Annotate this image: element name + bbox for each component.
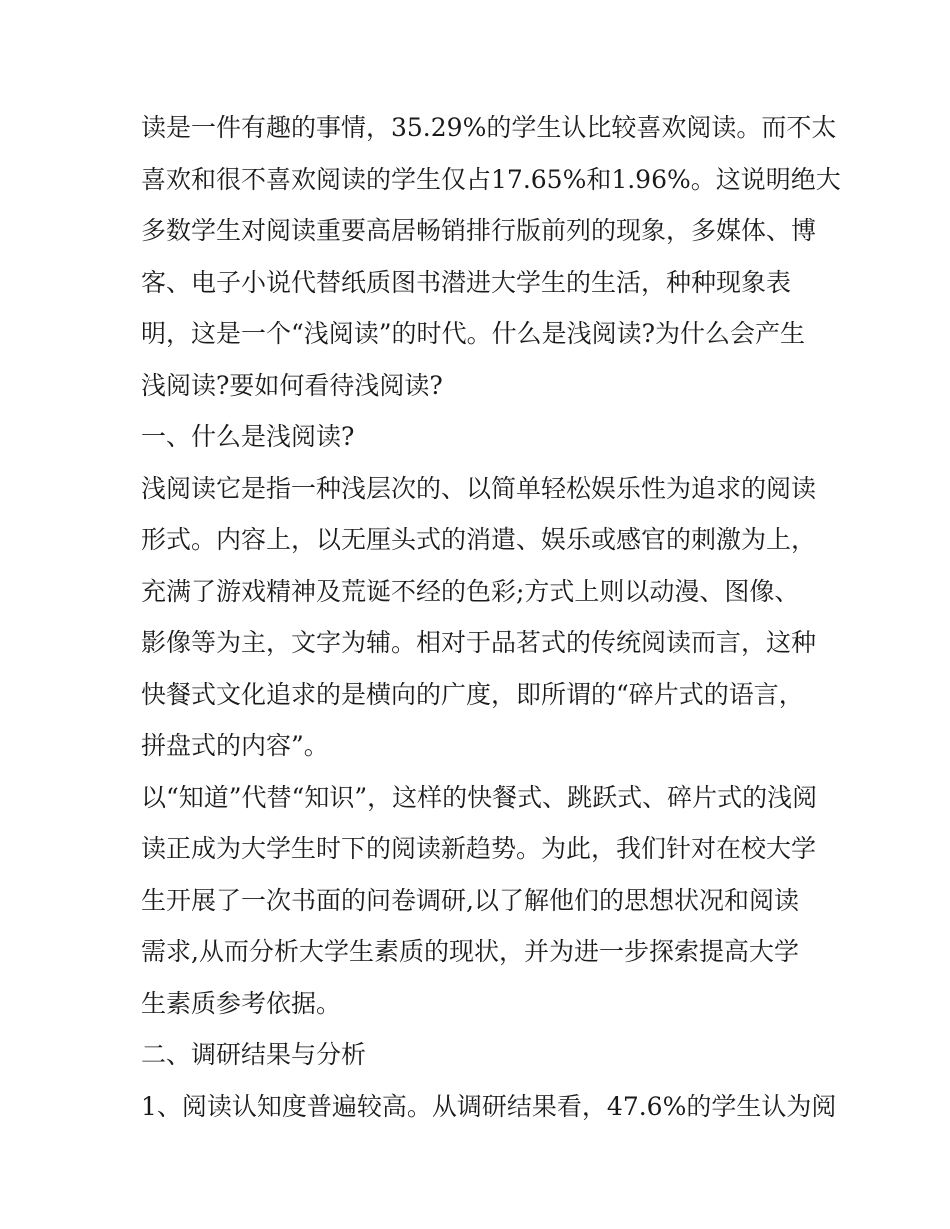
text-line: 影像等为主，文字为辅。相对于品茗式的传统阅读而言，这种 xyxy=(141,628,817,657)
section-heading-2: 二、调研结果与分析 xyxy=(141,1040,367,1069)
section-heading-1: 一、什么是浅阅读? xyxy=(141,422,355,451)
text-line: 喜欢和很不喜欢阅读的学生仅占17.65%和1.96%。这说明绝大 xyxy=(141,164,841,194)
text-line: 多数学生对阅读重要高居畅销排行版前列的现象，多媒体、博 xyxy=(141,216,817,245)
body-text xyxy=(141,102,841,1132)
text-line: 浅阅读?要如何看待浅阅读? xyxy=(141,370,443,400)
text-line: 快餐式文化追求的是横向的广度，即所谓的“碎片式的语言， xyxy=(141,679,804,709)
text-line: 生开展了一次书面的问卷调研,以了解他们的思想状况和阅读 xyxy=(141,885,799,915)
text-line: 形式。内容上，以无厘头式的消遣、娱乐或感官的刺激为上， xyxy=(141,525,817,554)
text-line: 拼盘式的内容”。 xyxy=(141,731,329,760)
text-line: 明，这是一个“浅阅读”的时代。什么是浅阅读?为什么会产生 xyxy=(141,319,805,348)
text-line: 读正成为大学生时下的阅读新趋势。为此，我们针对在校大学 xyxy=(141,834,817,863)
text-line: 读是一件有趣的事情，35.29%的学生认比较喜欢阅读。而不太 xyxy=(141,113,837,142)
text-line: 客、电子小说代替纸质图书潜进大学生的生活，种种现象表 xyxy=(141,267,792,297)
text-line: 1、阅读认知度普遍较高。从调研结果看，47.6%的学生认为阅 xyxy=(141,1091,837,1121)
text-line: 需求,从而分析大学生素质的现状，并为进一步探索提高大学 xyxy=(141,937,799,966)
text-line: 充满了游戏精神及荒诞不经的色彩;方式上则以动漫、图像、 xyxy=(141,576,800,606)
text-line: 以“知道”代替“知识”，这样的快餐式、跳跃式、碎片式的浅阅 xyxy=(141,782,818,812)
text-line: 生素质参考依据。 xyxy=(141,988,342,1018)
text-line: 浅阅读它是指一种浅层次的、以简单轻松娱乐性为追求的阅读 xyxy=(141,473,817,503)
